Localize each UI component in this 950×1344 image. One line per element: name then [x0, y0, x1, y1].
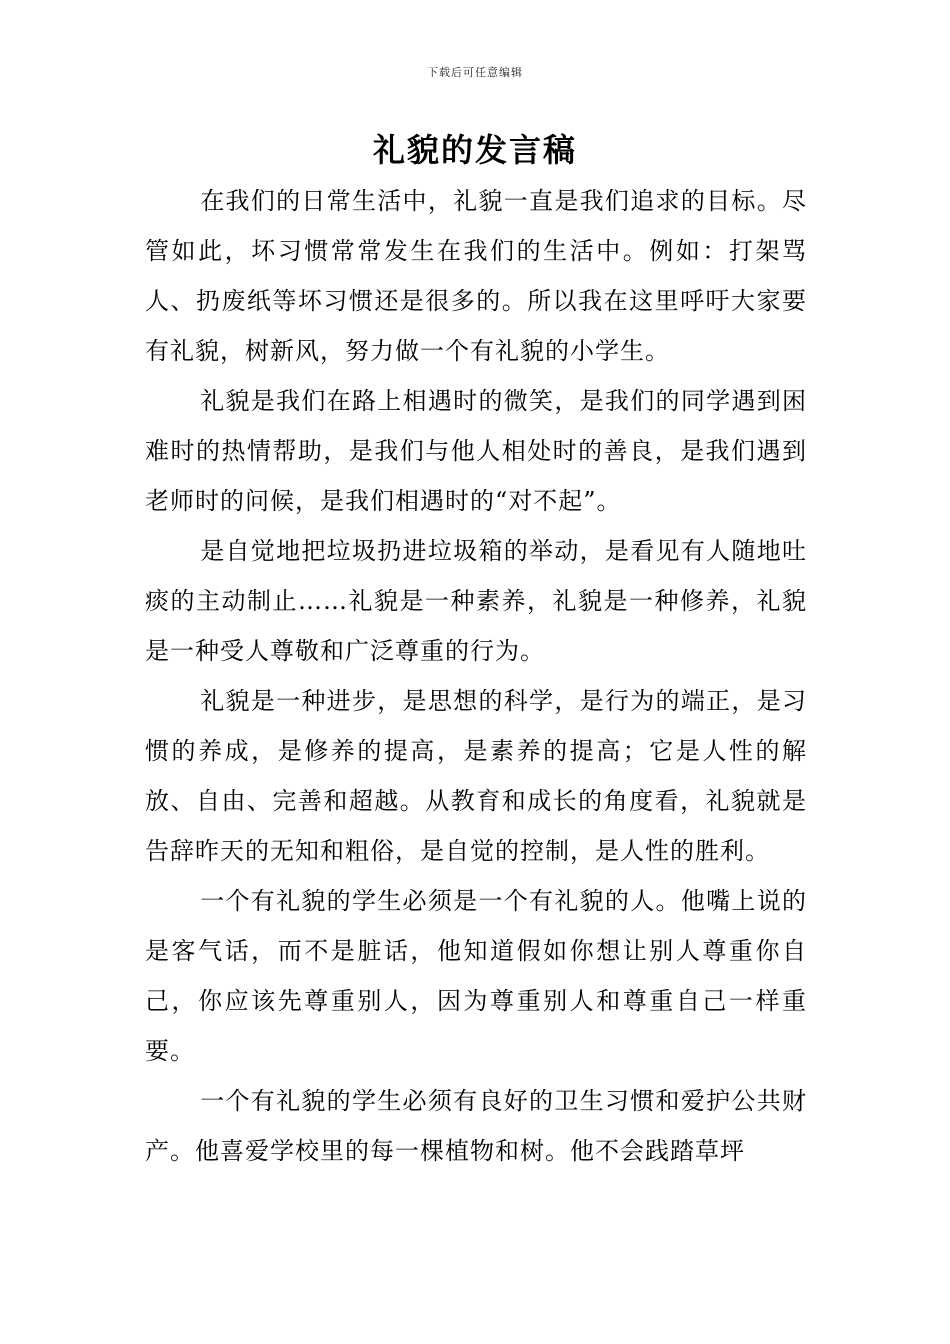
- paragraph-5: 一个有礼貌的学生必须是一个有礼貌的人。他嘴上说的是客气话，而不是脏话，他知道假如你想让别人尊重你自己，你应该先尊重别人，因为尊重别人和尊重自己一样重要。: [145, 887, 807, 1065]
- paragraph-2: 礼貌是我们在路上相遇时的微笑，是我们的同学遇到困难时的热情帮助，是我们与他人相处时的善良，是我们遇到老师时的问候，是我们相遇时的“对不起”。: [145, 387, 807, 515]
- document-title: 礼貌的发言稿: [372, 131, 577, 169]
- header-note: 下载后可任意编辑: [427, 66, 523, 79]
- paragraph-3: 是自觉地把垃圾扔进垃圾箱的举动，是看见有人随地吐痰的主动制止……礼貌是一种素养，礼貌是一种修养，礼貌是一种受人尊敬和广泛尊重的行为。: [145, 537, 807, 665]
- paragraph-6: 一个有礼貌的学生必须有良好的卫生习惯和爱护公共财产。他喜爱学校里的每一棵植物和树。他不会践踏草坪: [145, 1087, 807, 1165]
- paragraph-4: 礼貌是一种进步，是思想的科学，是行为的端正，是习惯的养成，是修养的提高，是素养的提高；它是人性的解放、自由、完善和超越。从教育和成长的角度看，礼貌就是告辞昨天的无知和粗俗，是自觉的控制，是人性的胜利。: [145, 687, 807, 865]
- document-body: [145, 176, 807, 1176]
- paragraph-1: 在我们的日常生活中，礼貌一直是我们追求的目标。尽管如此，坏习惯常常发生在我们的生活中。例如：打架骂人、扔废纸等坏习惯还是很多的。所以我在这里呼吁大家要有礼貌，树新风，努力做一个有礼貌的小学生。: [145, 187, 807, 365]
